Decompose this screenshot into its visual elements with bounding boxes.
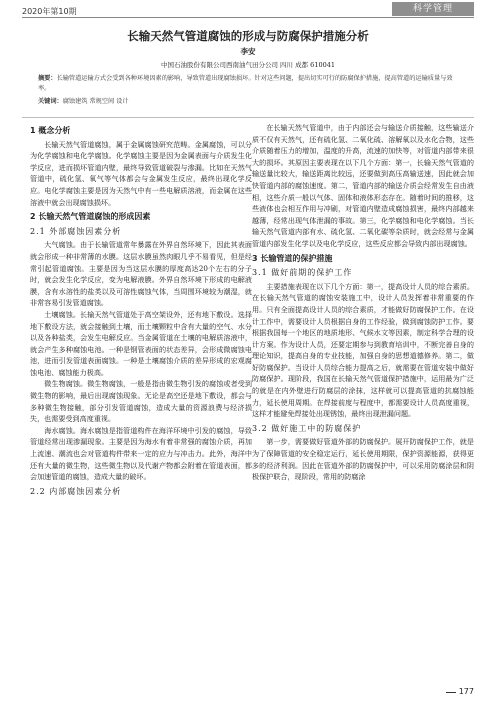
subsection-heading-3-2: 3.2 做好施工中的防腐保护 [252,423,362,433]
paragraph: 长输天然气管道腐蚀，属于金属腐蚀研究范畴。金属腐蚀，可以分为化学腐蚀和电化学腐蚀。化学腐蚀主要是因为金属表面与介质发生化学反应，进而损坏管道内壁，最终导致管道破裂与渗漏。比如在天然气管道中，硫化氢、氧气等气体都会与金属发生反应，最终出现化学反应。电化学腐蚀主要是因为天然气中有一些电解质溶液，而金属在这些溶液中就会出现腐蚀损坏。 [30,139,252,207]
right-column [252,122,474,483]
paragraph: 主要措施表现在以下几个方面：第一，提高设计人员的综合素质。在长输天然气管道的腐蚀安装施工中，设计人员发挥着非常重要的作用。只有全面提高设计人员的综合素质，才能做好防腐保护工作。在设计工作中，需要设计人员根据自身的工作经验，做到腐蚀防护工作。要根据我国每一个地区的地质地形、气候水文等因素，制定科学合理的设计方案。作为设计人员，还要定期参与到教育培训中，不断完善自身的理论知识，提高自身的专业技能，加强自身的思想道德修养。第二，做好防腐保护。当设计人员综合能力提高之后，就需要在管道安装中做好防腐保护。现阶段，我国在长输天然气管道保护措施中，运用最为广泛的就是在内外壁进行防腐层的涂抹，这样就可以提高管道的抗腐蚀能力，延长使用周期。在焊接前度与程度中，都需要设计人员高度重视，这样才能避免焊接处出现锈蚀，最终出现泄漏问题。 [252,281,474,419]
keywords-text: 腐蚀建筑 常规空间 设计 [62,98,129,105]
abstract [38,74,464,94]
abstract-text: 长输管道运输方式会受到各种环境因素的影响，导致管道出现腐蚀损坏。针对这些问题，提出切实可行的防腐保护措施，提高管道的运输质量与效率。 [38,75,453,92]
subsection-heading-3-1: 3.1 做好前期的保护工作 [252,268,353,278]
paragraph: 土壤腐蚀。长输天然气管道处于高空架设外，还有地下敷设。选择地下敷设方法，就会接触到土壤，而土壤颗粒中含有大量的空气、水分以及各种盐类，会发生电解反应。当金属管道在土壤的电解质溶液中，就会产生多种腐蚀电池。一种是钢管表面的状态差异，会形成微腐蚀电池，进而引发管道表面腐蚀。一种是土壤腐蚀介质的差异形成的宏观腐蚀电池、腐蚀能力极高。 [30,309,252,377]
abstract-label: 摘要： [38,75,57,82]
paragraph: 海水腐蚀。海水腐蚀是指管道构件在海洋环境中引发的腐蚀，导致管道经常出现渗漏现象。主要是因为海水有着非常强的腐蚀介质，再加上流速、潮流也会对管道构件带来一定的应力与冲击力。此外，海洋中还有大量的微生物，这些微生物以及代谢产物都会附着在管道表面，都会加速管道的腐蚀，造成大量的破坏。 [30,425,252,482]
header-rule [22,17,474,18]
keywords [38,96,464,105]
section-heading-1: 1 概念分析 [30,126,71,135]
paragraph: 第一步，需要做好管道外部的防腐保护。展开防腐保护工作，就是为了保障管道的安全稳定运行，延长使用期限，保护资源能源，获得更多的经济利润。因此在管道外部的防腐保护中，可以采用防腐涂层和阴极保护联合，现阶段，常用的防腐涂 [252,437,474,482]
footer-rule [446,692,456,693]
subsection-heading-2-2: 2.2 内部腐蚀因素分析 [30,486,122,496]
abstract-divider [22,117,474,118]
affiliation: 中国石油股份有限公司西南油气田分公司 四川 成都 610041 [160,61,335,69]
section-heading-3: 3 长输管道的保护措施 [252,253,333,263]
keywords-label: 关键词： [38,98,63,105]
page-number: 177 [458,687,474,696]
paragraph: 微生物腐蚀。微生物腐蚀，一般是指由微生物引发的腐蚀或者受到微生物的影响，最后出现腐蚀现象。无论是高空还是地下敷设，都会与多种微生物接触，部分引发管道腐蚀，造成大量的资源浪费与经济损失，也需要受到高度重视。 [30,379,252,424]
section-badge: 科学管理 [392,2,474,16]
section-heading-2: 2 长输天然气管道腐蚀的形成因素 [30,212,151,222]
article-title: 长输天然气管道腐蚀的形成与防腐保护措施分析 [127,29,369,43]
journal-issue: 2020年第10期 [22,7,77,16]
subsection-heading-2-1: 2.1 外部腐蚀因素分析 [30,226,122,236]
author: 李安 [240,47,256,56]
paragraph: 大气腐蚀。由于长输管道常年暴露在外界自然环境下，因此其表面就会形成一种非常薄的水膜。这层水膜虽然肉眼几乎不易看见，但是经常引起管道腐蚀。主要是因为当这层水膜的厚度高达20个左右的分子时，就会发生化学反应，变为电解液膜。外界自然环境下形成的电解液膜，含有水溶性的盐类以及可溶性腐蚀气体，当周围环境较为潮湿，就非常容易引发管道腐蚀。 [30,240,252,308]
left-column [30,122,252,499]
paragraph: 在长输天然气管道中，由于内部还会与输送介质接触，这些输送介质不仅有天然气，还有硫化氢、二氧化硫、溶解氧以及水化合物，这些介质随着压力的增加，温度的升高，流速的加快等，对管道内部带来很大的损坏。其原因主要表现在以下几个方面：第一，长输天然气管道的输送量比较大，输送距离比较远，还要做到高压高输送速，因此就会加快管道内部的腐蚀速度。第二，管道内部的输送介质会经常发生自由液相，这些介质一般以气体、固体和液体形态存在。随着时间的推移，这些液体也会相互作用与冲刷，对管道内壁造成腐蚀损害，最终内部越来越薄，经常出现气体泄漏的事故。第三，化学腐蚀和电化学腐蚀。当长输天然气管道内部有水、硫化氢、二氧化碳等杂质时，就会经常与金属管道内部发生化学以及电化学反应，这些反应都会导致内部出现腐蚀。 [252,123,474,248]
